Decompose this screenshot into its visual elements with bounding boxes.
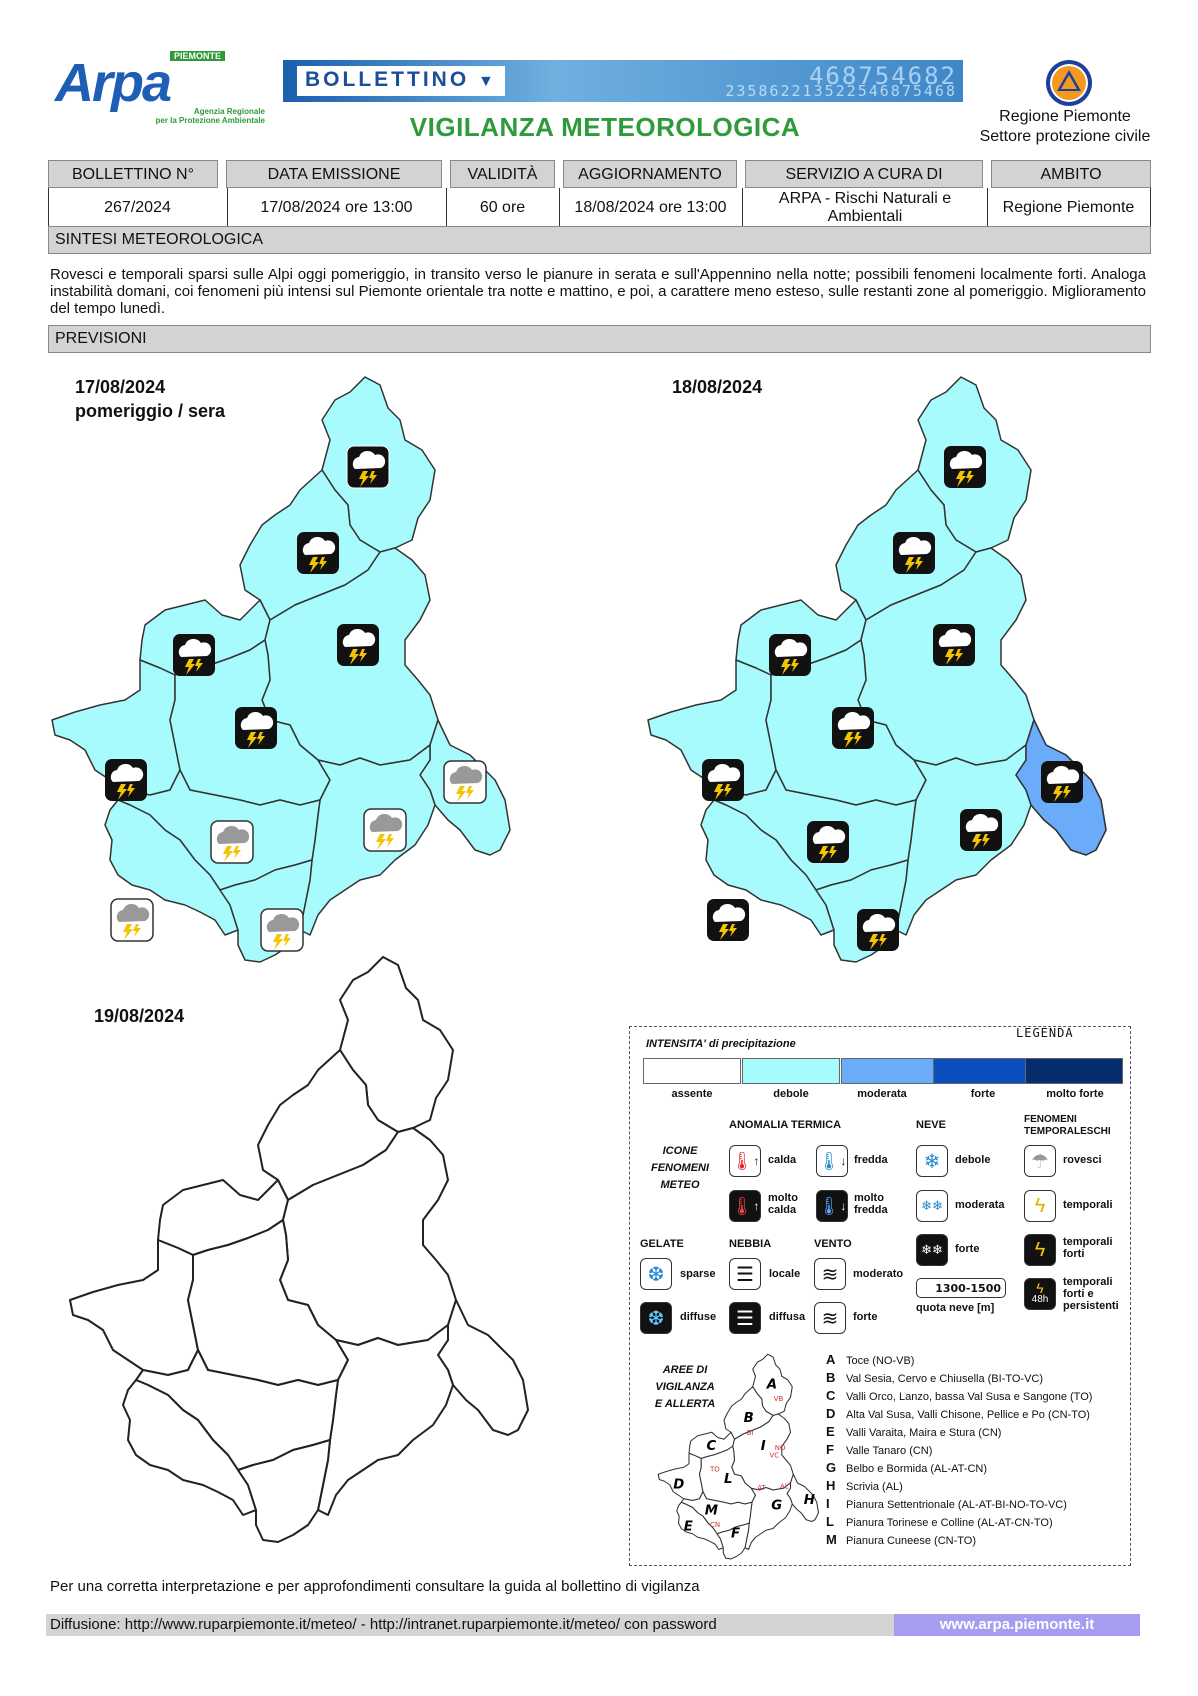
area-row: G Belbo e Bormida (AL-AT-CN): [826, 1460, 988, 1475]
strong-storm-icon: [807, 821, 849, 863]
frost-title: GELATE: [640, 1238, 684, 1250]
strong-storm-icon: [893, 532, 935, 574]
swatch-assente: [643, 1058, 741, 1084]
strong-storm-icon: [297, 532, 339, 574]
strong-storm-icon: [337, 624, 379, 666]
forecast-section-header: PREVISIONI: [48, 325, 1151, 353]
logo-text: Arpa: [55, 53, 171, 113]
swatch-label: assente: [671, 1088, 713, 1100]
area-row: D Alta Val Susa, Valli Chisone, Pellice e Po (CN-TO): [826, 1406, 1090, 1421]
value-scope: Regione Piemonte: [1002, 199, 1135, 216]
map3-date: 19/08/2024: [94, 1006, 185, 1026]
frost-sparse-icon: ❆: [640, 1258, 672, 1290]
legend-title: LEGENDA: [1016, 1026, 1074, 1040]
svg-text:A: A: [766, 1377, 777, 1393]
thermal-anomaly-title: ANOMALIA TERMICA: [729, 1119, 842, 1131]
storm-icon: [111, 899, 153, 941]
thunder-title: FENOMENI TEMPORALESCHI: [1024, 1114, 1111, 1137]
province-label: BI: [746, 1429, 754, 1438]
value-service: ARPA - Rischi Naturali e Ambientali: [778, 190, 952, 225]
fog-local-icon: ☰: [729, 1258, 761, 1290]
label-diffusa: diffusa: [769, 1311, 806, 1323]
province-label: CN: [710, 1520, 721, 1529]
label-diffuse: diffuse: [680, 1311, 717, 1323]
strong-storm-icon: [702, 759, 744, 801]
strong-storm-icon: [173, 634, 215, 676]
label-sparse: sparse: [680, 1268, 716, 1280]
logo-badge: PIEMONTE: [170, 51, 225, 61]
value-bulletin-number: 267/2024: [104, 199, 171, 216]
diffusion-links[interactable]: Diffusione: http://www.ruparpiemonte.it/meteo/ - http://intranet.ruparpiemonte.it/meteo/ con password: [50, 1616, 717, 1633]
swatch-label: debole: [773, 1088, 809, 1100]
province-label: VC: [769, 1451, 780, 1460]
header-scope: AMBITO: [991, 160, 1151, 188]
province-label: NO: [774, 1443, 786, 1452]
header-issue-date: DATA EMISSIONE: [226, 160, 442, 188]
area-row: I Pianura Settentrionale (AL-AT-BI-NO-TO-VC): [826, 1496, 1067, 1511]
logo-subtitle: Agenzia Regionale per la Protezione Ambientale: [155, 107, 265, 125]
strong-storm-icon: [832, 707, 874, 749]
strong-storm-icon: [235, 707, 277, 749]
svg-text:H: H: [803, 1493, 815, 1508]
strong-storm-icon: [707, 899, 749, 941]
swatch-moderata: [841, 1058, 939, 1084]
strong-storm-icon: [960, 809, 1002, 851]
province-label: TO: [710, 1465, 720, 1474]
map-day2: [648, 377, 1106, 962]
swatch-forte: [933, 1058, 1031, 1084]
region-label: Regione Piemonte Settore protezione civile: [979, 108, 1151, 145]
snow-heavy-icon: ❄❄: [916, 1234, 948, 1266]
strong-storm-icon: [857, 909, 899, 951]
label-rovesci: rovesci: [1063, 1154, 1102, 1166]
area-row: H Scrivia (AL): [826, 1478, 903, 1493]
svg-text:M: M: [704, 1503, 718, 1519]
intensity-title: INTENSITA' di precipitazione: [646, 1038, 796, 1050]
label-fredda: fredda: [854, 1154, 888, 1166]
strong-storm-icon: [1041, 761, 1083, 803]
svg-text:I: I: [760, 1438, 766, 1454]
label-molto-fredda: molto fredda: [854, 1192, 888, 1216]
value-validity: 60 ore: [479, 199, 526, 216]
map-day3: [70, 957, 528, 1542]
swatch-label: forte: [970, 1088, 996, 1100]
label-persistenti: temporali forti e persistenti: [1063, 1276, 1119, 1312]
storm-icon: [261, 909, 303, 951]
strong-storm-icon: [933, 624, 975, 666]
wind-moderate-icon: ≋: [814, 1258, 846, 1290]
area-row: F Valle Tanaro (CN): [826, 1442, 933, 1457]
snow-level-badge: 1300-1500: [916, 1278, 1006, 1298]
showers-icon: ☂: [1024, 1145, 1056, 1177]
province-label: VB: [773, 1394, 784, 1403]
label-calda: calda: [768, 1154, 797, 1166]
swatch-label: molto forte: [1046, 1088, 1104, 1100]
value-update: 18/08/2024 ore 13:00: [574, 199, 727, 216]
label-snow-moderata: moderata: [955, 1199, 1005, 1211]
strong-storm-icon: [944, 446, 986, 488]
fog-title: NEBBIA: [729, 1238, 772, 1250]
label-wind-forte: forte: [853, 1311, 878, 1323]
page-title: VIGILANZA METEOROLOGICA: [409, 112, 801, 142]
area-row: B Val Sesia, Cervo e Chiusella (BI-TO-VC): [826, 1370, 1044, 1385]
svg-text:L: L: [724, 1472, 733, 1487]
wind-strong-icon: ≋: [814, 1302, 846, 1334]
persistent-thunderstorm-icon: ϟ 48h: [1024, 1278, 1056, 1310]
label-locale: locale: [769, 1268, 801, 1280]
svg-text:B: B: [743, 1410, 754, 1426]
fog-diffuse-icon: ☰: [729, 1302, 761, 1334]
swatch-debole: [742, 1058, 840, 1084]
areas-mini-map: [648, 1350, 828, 1560]
label-snow-level: quota neve [m]: [916, 1302, 995, 1314]
snow-title: NEVE: [916, 1119, 946, 1131]
area-row: C Valli Orco, Lanzo, bassa Val Susa e Sangone (TO): [826, 1388, 1093, 1403]
area-row: M Pianura Cuneese (CN-TO): [826, 1532, 977, 1547]
banner-digits: 468754682: [808, 62, 957, 90]
strong-storm-icon: [347, 446, 389, 488]
svg-text:D: D: [673, 1477, 685, 1493]
website-link[interactable]: www.arpa.piemonte.it: [894, 1614, 1140, 1636]
storm-icon: [364, 809, 406, 851]
province-label: AT: [757, 1484, 766, 1492]
storm-icon: [444, 761, 486, 803]
svg-text:F: F: [731, 1526, 741, 1542]
header-bulletin-number: BOLLETTINO N°: [48, 160, 218, 188]
snow-moderate-icon: ❄❄: [916, 1190, 948, 1222]
area-row: L Pianura Torinese e Colline (AL-AT-CN-TO): [826, 1514, 1053, 1529]
map1-date: 17/08/2024: [75, 377, 166, 397]
guide-note: Per una corretta interpretazione e per approfondimenti consultare la guida al bollettino di vigilanza: [50, 1578, 700, 1595]
label-snow-debole: debole: [955, 1154, 991, 1166]
svg-text:C: C: [706, 1438, 717, 1454]
synthesis-section-header: SINTESI METEOROLOGICA: [48, 226, 1151, 254]
strong-thunderstorm-icon: ϟ: [1024, 1234, 1056, 1266]
header-validity: VALIDITÀ: [450, 160, 555, 188]
strong-storm-icon: [105, 759, 147, 801]
strong-storm-icon: [769, 634, 811, 676]
swatch-molto-forte: [1025, 1058, 1123, 1084]
map2-date: 18/08/2024: [672, 377, 763, 397]
storm-icon: [211, 821, 253, 863]
label-temporali: temporali: [1063, 1199, 1113, 1211]
header-service: SERVIZIO A CURA DI: [745, 160, 983, 188]
areas-title: AREE DI VIGILANZA E ALLERTA: [654, 1364, 716, 1410]
hot-icon: 🌡 ↑: [729, 1145, 761, 1177]
value-issue-date: 17/08/2024 ore 13:00: [260, 199, 413, 216]
swatch-label: moderata: [857, 1088, 907, 1100]
cold-icon: 🌡 ↓: [816, 1145, 848, 1177]
snow-light-icon: ❄: [916, 1145, 948, 1177]
area-row: E Valli Varaita, Maira e Stura (CN): [826, 1424, 1002, 1439]
header-update: AGGIORNAMENTO: [563, 160, 737, 188]
synthesis-text: Rovesci e temporali sparsi sulle Alpi oggi pomeriggio, in transito verso le pianure in serata e sull'Appennino nella notte; possibili fenomeni localmente forti. Analoga instabilità domani, coi fenomeni più intensi sul Piemonte orientale tra notte e mattino, e poi, a carattere meno esteso, sulle restanti zone al pomeriggio. Miglioramento del tempo lunedì.: [50, 266, 1146, 317]
icons-legend-title: ICONE FENOMENI METEO: [650, 1145, 710, 1191]
frost-diffuse-icon: ❆: [640, 1302, 672, 1334]
svg-text:E: E: [683, 1519, 693, 1535]
map-day1: [52, 377, 510, 962]
label-molto-calda: molto calda: [768, 1192, 798, 1216]
thunderstorm-icon: ϟ: [1024, 1190, 1056, 1222]
very-cold-icon: 🌡 ↓: [816, 1190, 848, 1222]
wind-title: VENTO: [814, 1238, 852, 1250]
svg-text:G: G: [771, 1498, 783, 1514]
footer-bar: [46, 1614, 1140, 1636]
area-row: A Toce (NO-VB): [826, 1352, 915, 1367]
very-hot-icon: 🌡 ↑: [729, 1190, 761, 1222]
label-temporali-forti: temporali forti: [1063, 1236, 1113, 1260]
banner-digits-row2: 235862213522546875468: [725, 82, 957, 100]
label-moderato: moderato: [853, 1268, 904, 1280]
map1-period: pomeriggio / sera: [75, 401, 226, 421]
province-label: AL: [780, 1482, 789, 1491]
label-snow-forte: forte: [955, 1243, 980, 1255]
banner-label: BOLLETTINO ▼: [297, 66, 505, 96]
